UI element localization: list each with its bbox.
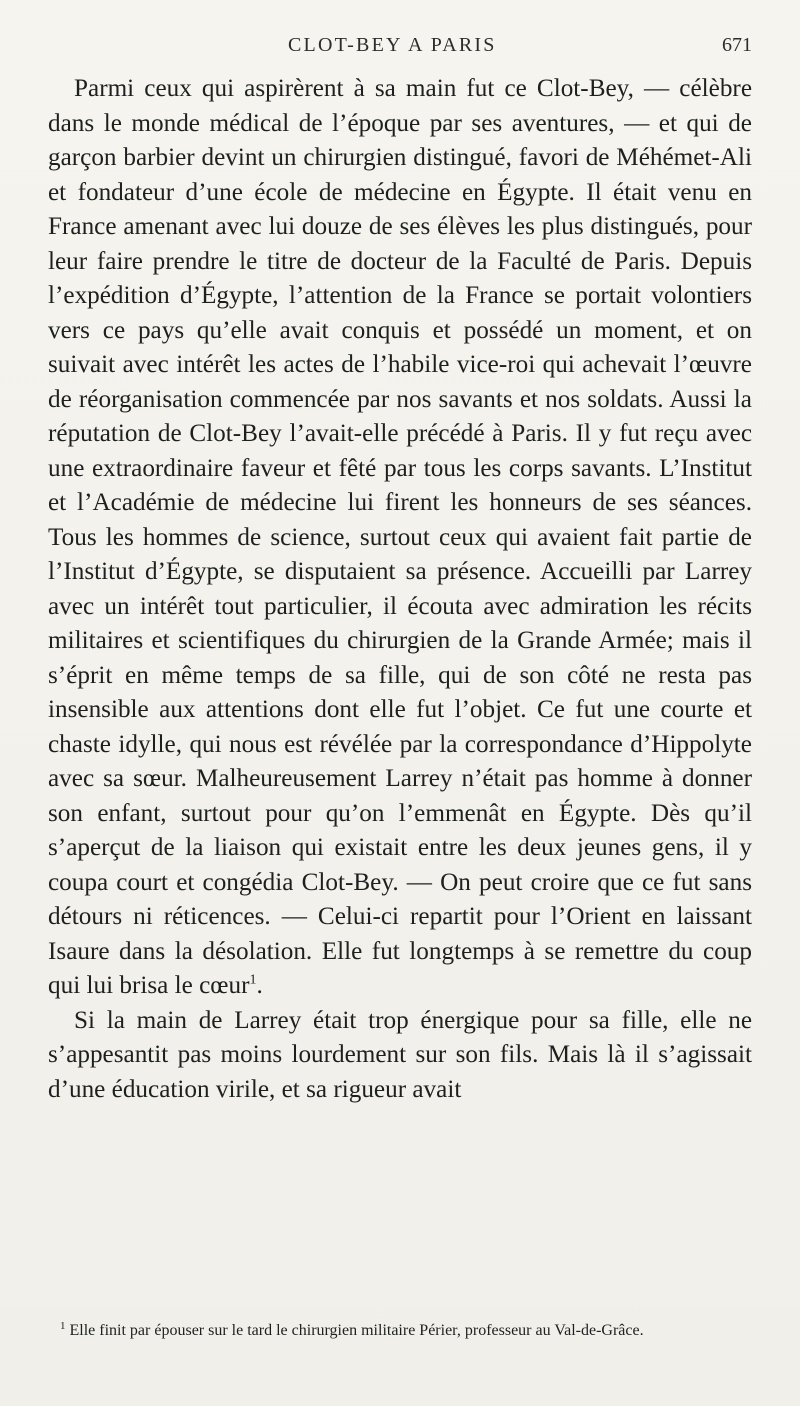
footnote-text: Elle finit par épouser sur le tard le chirurgien militaire Périer, professeur au Val-de-Grâce. xyxy=(69,1322,644,1339)
paragraph-2: Si la main de Larrey était trop énergique pour sa fille, elle ne s’appesantit pas moins lourdement sur son fils. Mais là il s’agissait d’une éducation virile, et sa rigueur avait xyxy=(48,1006,752,1103)
body-text xyxy=(48,72,752,1107)
running-title: CLOT-BEY A PARIS xyxy=(288,34,497,56)
paragraph-1-end: . xyxy=(256,972,263,999)
paragraph-1-text: Parmi ceux qui aspirèrent à sa main fut ce Clot-Bey, — célèbre dans le monde médical de l’époque par ses aventures, — et qui de garçon barbier devint un chirurgien distingué, favori de Méhémet-Ali et fondateur d’une école de médecine en Égypte. Il était venu en France amenant avec lui douze de ses élèves les plus distingués, pour leur faire prendre le titre de docteur de la Faculté de Paris. Depuis l’expédition d’Égypte, l’attention de la France se portait volontiers vers ce pays qu’elle avait conquis et possédé un moment, et on suivait avec intérêt les actes de l’habile vice-roi qui achevait l’œuvre de réorganisation commencée par nos savants et nos soldats. Aussi la réputation de Clot-Bey l’avait-elle précédé à Paris. Il y fut reçu avec une extraordinaire faveur et fêté par tous les corps savants. L’Institut et l’Académie de médecine lui firent les honneurs de ses séances. Tous les hommes de science, surtout ceux qui avaient fait partie de l’Institut d’Égypte, se disputaient sa présence. Accueilli par Larrey avec un intérêt tout particulier, il écouta avec admiration les récits militaires et scientifiques du chirurgien de la Grande Armée; mais il s’éprit en même temps de sa fille, qui de son côté ne resta pas insensible aux attentions dont elle fut l’objet. Ce fut une courte et chaste idylle, qui nous est révélée par la correspondance d’Hippolyte avec sa sœur. Malheureusement Larrey n’était pas homme à donner son enfant, surtout pour qu’on l’emmenât en Égypte. Dès qu’il s’aperçut de la liaison qui existait entre les deux jeunes gens, il y coupa court et congédia Clot-Bey. — On peut croire que ce fut sans détours ni réticences. — Celui-ci repartit pour l’Orient en laissant Isaure dans la désolation. Elle fut longtemps à se remettre du coup qui lui brisa le cœur xyxy=(48,75,752,999)
page-header xyxy=(48,28,752,70)
footnote-mark: 1 xyxy=(60,1319,66,1332)
footnote-reference: 1 xyxy=(249,972,257,988)
paragraph-1 xyxy=(48,72,752,1004)
footnote-1 xyxy=(48,1318,752,1344)
footnotes xyxy=(48,1318,752,1344)
page-number: 671 xyxy=(722,34,752,56)
